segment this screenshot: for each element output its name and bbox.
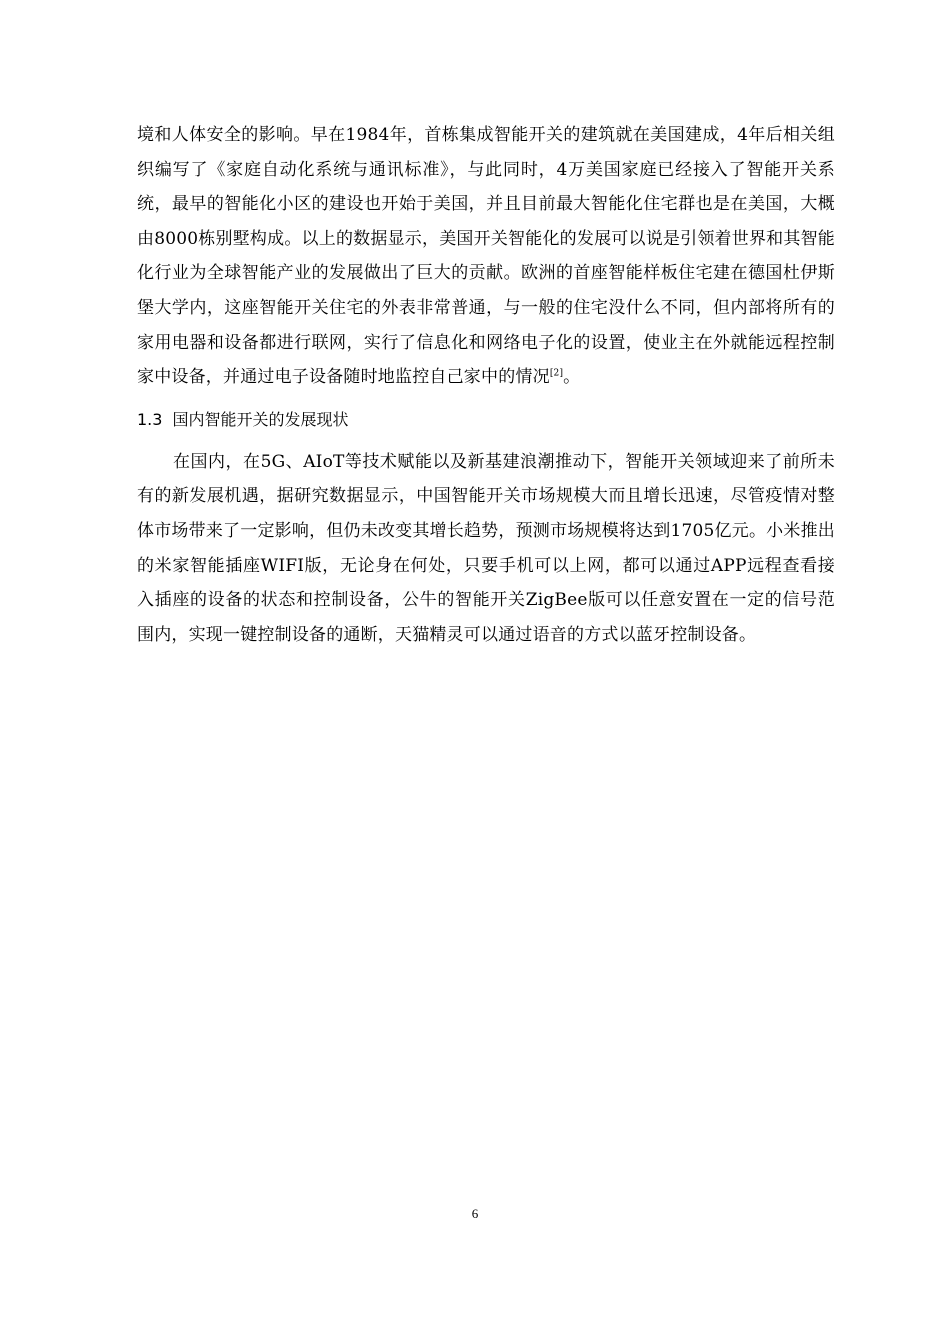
paragraph-1-text: 境和人体安全的影响。早在1984年，首栋集成智能开关的建筑就在美国建成，4年后相关组织编写了《家庭自动化系统与通讯标准》，与此同时，4万美国家庭已经接入了智能开关系统，最早的智能化小区的建设也开始于美国，并且目前最大智能化住宅群也是在美国，大概由8000栋别墅构成。以上的数据显示，美国开关智能化的发展可以说是引领着世界和其智能化行业为全球智能产业的发展做出了巨大的贡献。欧洲的首座智能样板住宅建在德国杜伊斯堡大学内，这座智能开关住宅的外表非常普通，与一般的住宅没什么不同，但内部将所有的家用电器和设备都进行联网，实行了信息化和网络电子化的设置，使业主在外就能远程控制家中设备，并通过电子设备随时地监控自己家中的情况 xyxy=(137,125,835,388)
section-number: 1.3 xyxy=(137,409,163,429)
section-heading xyxy=(137,403,835,437)
section-title: 国内智能开关的发展现状 xyxy=(172,409,349,429)
page-body xyxy=(137,118,835,652)
body-paragraph-2: 在国内，在5G、AIoT等技术赋能以及新基建浪潮推动下，智能开关领域迎来了前所未有的新发展机遇，据研究数据显示，中国智能开关市场规模大而且增长迅速，尽管疫情对整体市场带来了一定影响，但仍未改变其增长趋势，预测市场规模将达到1705亿元。小米推出的米家智能插座WIFI版，无论身在何处，只要手机可以上网，都可以通过APP远程查看接入插座的设备的状态和控制设备，公牛的智能开关ZigBee版可以任意安置在一定的信号范围内，实现一键控制设备的通断，天猫精灵可以通过语音的方式以蓝牙控制设备。 xyxy=(137,451,835,645)
body-paragraph-1 xyxy=(137,118,835,395)
page-number: 6 xyxy=(471,1206,479,1221)
paragraph-1-ending: 。 xyxy=(563,367,581,388)
citation-marker: [2] xyxy=(549,368,564,379)
